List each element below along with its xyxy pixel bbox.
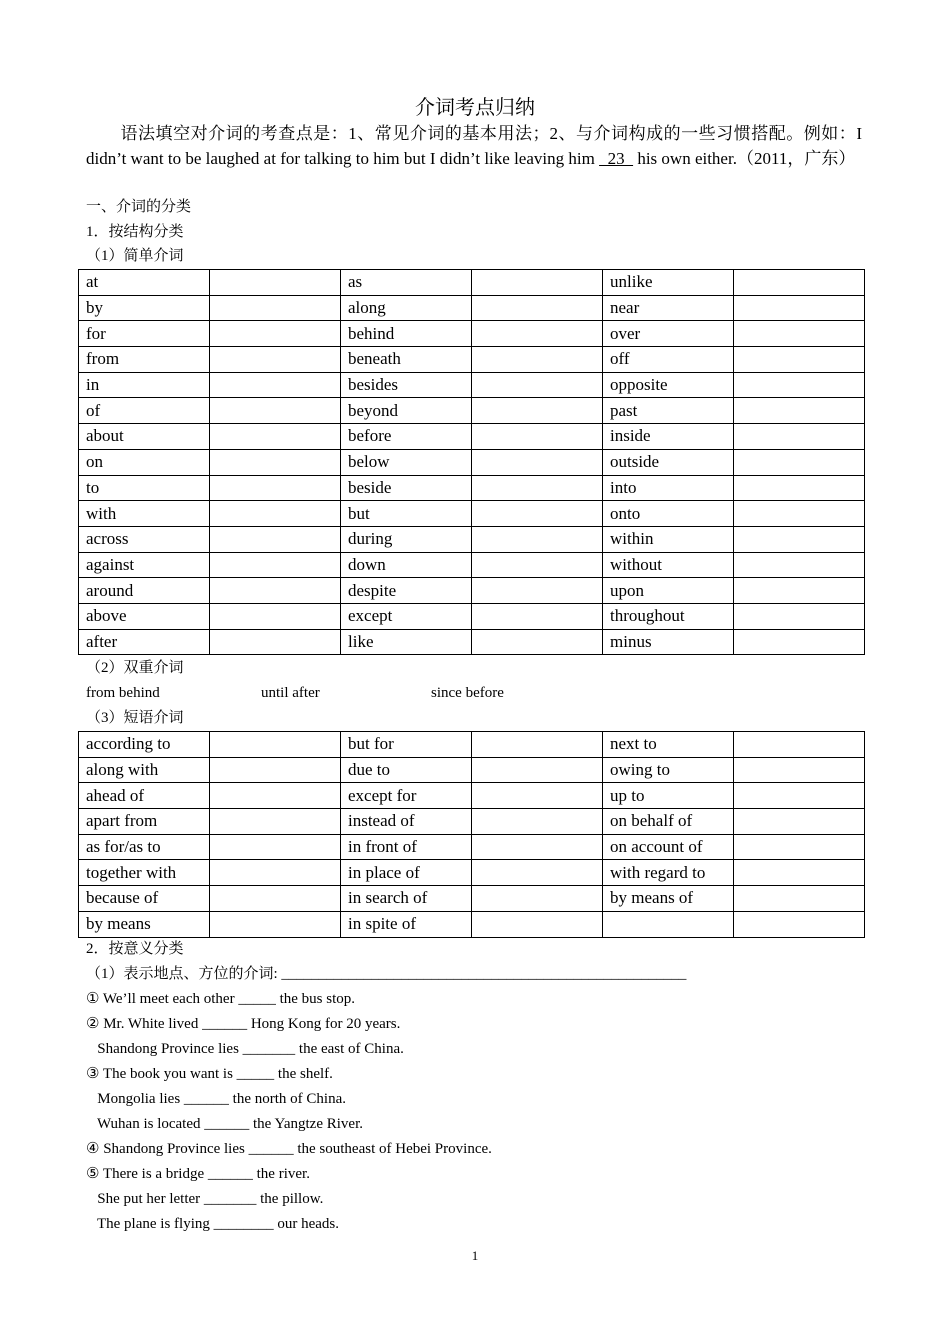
preposition-cell: from xyxy=(79,347,210,373)
notes-cell xyxy=(210,911,341,937)
preposition-cell: past xyxy=(603,398,734,424)
notes-cell xyxy=(210,732,341,758)
notes-cell xyxy=(472,475,603,501)
notes-cell xyxy=(472,886,603,912)
notes-cell xyxy=(210,834,341,860)
notes-cell xyxy=(472,834,603,860)
notes-cell xyxy=(472,578,603,604)
table-row xyxy=(79,347,865,373)
exercise-sentence: The plane is flying ________ our heads. xyxy=(86,1216,340,1232)
preposition-cell: within xyxy=(603,526,734,552)
page-title: 介词考点归纳 xyxy=(415,97,535,119)
notes-cell xyxy=(734,552,865,578)
table-row xyxy=(79,321,865,347)
preposition-cell: below xyxy=(341,449,472,475)
table-row xyxy=(79,270,865,296)
exercise-sentence: Wuhan is located ______ the Yangtze River. xyxy=(86,1116,363,1132)
notes-cell xyxy=(472,372,603,398)
preposition-cell: beside xyxy=(341,475,472,501)
notes-cell xyxy=(734,398,865,424)
notes-cell xyxy=(472,732,603,758)
table-row xyxy=(79,834,865,860)
notes-cell xyxy=(734,757,865,783)
preposition-cell: onto xyxy=(603,501,734,527)
notes-cell xyxy=(210,295,341,321)
preposition-cell: by means of xyxy=(603,886,734,912)
preposition-cell: besides xyxy=(341,372,472,398)
preposition-cell: throughout xyxy=(603,603,734,629)
exercise-sentence: ⑤ There is a bridge ______ the river. xyxy=(86,1166,310,1182)
notes-cell xyxy=(734,860,865,886)
preposition-cell: in xyxy=(79,372,210,398)
phrase-prepositions-heading: （3）短语介词 xyxy=(86,710,184,726)
preposition-cell: apart from xyxy=(79,809,210,835)
table-row xyxy=(79,757,865,783)
notes-cell xyxy=(210,449,341,475)
preposition-cell: during xyxy=(341,526,472,552)
preposition-cell: as for/as to xyxy=(79,834,210,860)
notes-cell xyxy=(734,270,865,296)
preposition-cell: according to xyxy=(79,732,210,758)
preposition-cell: over xyxy=(603,321,734,347)
notes-cell xyxy=(734,501,865,527)
notes-cell xyxy=(210,526,341,552)
table-row xyxy=(79,603,865,629)
preposition-cell: instead of xyxy=(341,809,472,835)
preposition-cell: beneath xyxy=(341,347,472,373)
notes-cell xyxy=(472,526,603,552)
simple-prepositions-table xyxy=(78,269,865,655)
phrase-prepositions-table xyxy=(78,731,865,938)
notes-cell xyxy=(472,295,603,321)
preposition-cell: for xyxy=(79,321,210,347)
notes-cell xyxy=(210,757,341,783)
preposition-cell: behind xyxy=(341,321,472,347)
notes-cell xyxy=(734,449,865,475)
notes-cell xyxy=(734,372,865,398)
notes-cell xyxy=(472,270,603,296)
notes-cell xyxy=(472,449,603,475)
preposition-cell: minus xyxy=(603,629,734,655)
notes-cell xyxy=(734,834,865,860)
table-row xyxy=(79,398,865,424)
notes-cell xyxy=(734,911,865,937)
preposition-cell: on xyxy=(79,449,210,475)
notes-cell xyxy=(210,501,341,527)
preposition-cell: off xyxy=(603,347,734,373)
preposition-cell: unlike xyxy=(603,270,734,296)
notes-cell xyxy=(210,398,341,424)
preposition-cell: on behalf of xyxy=(603,809,734,835)
preposition-cell: but xyxy=(341,501,472,527)
notes-cell xyxy=(734,475,865,501)
preposition-cell: in place of xyxy=(341,860,472,886)
double-preposition-item: until after xyxy=(261,685,320,701)
notes-cell xyxy=(210,552,341,578)
preposition-cell: beyond xyxy=(341,398,472,424)
preposition-cell: of xyxy=(79,398,210,424)
preposition-cell: but for xyxy=(341,732,472,758)
notes-cell xyxy=(734,424,865,450)
notes-cell xyxy=(210,347,341,373)
preposition-cell: into xyxy=(603,475,734,501)
preposition-cell: by xyxy=(79,295,210,321)
intro-paragraph xyxy=(86,121,862,171)
table-row xyxy=(79,552,865,578)
exercise-sentence: ② Mr. White lived ______ Hong Kong for 20 years. xyxy=(86,1016,401,1032)
preposition-cell: after xyxy=(79,629,210,655)
table-row xyxy=(79,886,865,912)
notes-cell xyxy=(472,629,603,655)
notes-cell xyxy=(210,809,341,835)
exercise-sentence: Shandong Province lies _______ the east of China. xyxy=(86,1041,404,1057)
preposition-cell: above xyxy=(79,603,210,629)
notes-cell xyxy=(210,270,341,296)
preposition-cell: in spite of xyxy=(341,911,472,937)
preposition-cell: except for xyxy=(341,783,472,809)
notes-cell xyxy=(210,783,341,809)
preposition-cell: at xyxy=(79,270,210,296)
table-row xyxy=(79,732,865,758)
preposition-cell: upon xyxy=(603,578,734,604)
preposition-cell: without xyxy=(603,552,734,578)
notes-cell xyxy=(210,424,341,450)
preposition-cell: like xyxy=(341,629,472,655)
double-preposition-item: since before xyxy=(431,685,504,701)
preposition-cell: before xyxy=(341,424,472,450)
preposition-cell: against xyxy=(79,552,210,578)
exercise-sentence: Mongolia lies ______ the north of China. xyxy=(86,1091,346,1107)
notes-cell xyxy=(472,860,603,886)
table-row xyxy=(79,783,865,809)
double-prepositions-heading: （2）双重介词 xyxy=(86,660,184,676)
table-row xyxy=(79,911,865,937)
notes-cell xyxy=(734,526,865,552)
notes-cell xyxy=(472,809,603,835)
notes-cell xyxy=(472,347,603,373)
table-row xyxy=(79,860,865,886)
notes-cell xyxy=(734,629,865,655)
preposition-cell: due to xyxy=(341,757,472,783)
preposition-cell: next to xyxy=(603,732,734,758)
page-number: 1 xyxy=(471,1248,479,1263)
exercise-sentence: ① We’ll meet each other _____ the bus stop. xyxy=(86,991,355,1007)
notes-cell xyxy=(734,783,865,809)
notes-cell xyxy=(472,398,603,424)
exercise-sentence: She put her letter _______ the pillow. xyxy=(86,1191,324,1207)
preposition-cell: with xyxy=(79,501,210,527)
preposition-cell: on account of xyxy=(603,834,734,860)
preposition-cell: opposite xyxy=(603,372,734,398)
table-row xyxy=(79,501,865,527)
notes-cell xyxy=(472,321,603,347)
preposition-cell: inside xyxy=(603,424,734,450)
notes-cell xyxy=(472,783,603,809)
preposition-cell: in front of xyxy=(341,834,472,860)
exercise-sentence: ④ Shandong Province lies ______ the southeast of Hebei Province. xyxy=(86,1141,492,1157)
preposition-cell: in search of xyxy=(341,886,472,912)
preposition-cell: about xyxy=(79,424,210,450)
table-row xyxy=(79,295,865,321)
notes-cell xyxy=(734,321,865,347)
notes-cell xyxy=(210,629,341,655)
simple-prepositions-heading: （1）简单介词 xyxy=(86,248,184,264)
notes-cell xyxy=(734,347,865,373)
preposition-cell: because of xyxy=(79,886,210,912)
notes-cell xyxy=(734,295,865,321)
preposition-cell: together with xyxy=(79,860,210,886)
preposition-cell: across xyxy=(79,526,210,552)
intro-blank: 23 xyxy=(599,149,634,168)
notes-cell xyxy=(210,860,341,886)
notes-cell xyxy=(472,552,603,578)
intro-lead: 语法填空对介词的考查点是：1、常见介词的基本用法；2、与介词构成的一些习惯搭配。例如：I didn’t want to be laughed at for talking to him but I didn’t like leaving him xyxy=(86,124,862,168)
table-row xyxy=(79,424,865,450)
preposition-cell: outside xyxy=(603,449,734,475)
preposition-cell xyxy=(603,911,734,937)
notes-cell xyxy=(734,809,865,835)
preposition-cell: up to xyxy=(603,783,734,809)
notes-cell xyxy=(472,424,603,450)
notes-cell xyxy=(472,603,603,629)
preposition-cell: to xyxy=(79,475,210,501)
preposition-cell: ahead of xyxy=(79,783,210,809)
notes-cell xyxy=(734,603,865,629)
double-preposition-item: from behind xyxy=(86,685,160,701)
preposition-cell: despite xyxy=(341,578,472,604)
section-heading: 一、介词的分类 xyxy=(86,199,192,215)
preposition-cell: along with xyxy=(79,757,210,783)
table-row xyxy=(79,372,865,398)
exercise-sentence: ③ The book you want is _____ the shelf. xyxy=(86,1066,333,1082)
notes-cell xyxy=(472,501,603,527)
section2-heading: 2．按意义分类 xyxy=(86,941,184,957)
notes-cell xyxy=(210,475,341,501)
table-row xyxy=(79,475,865,501)
preposition-cell: around xyxy=(79,578,210,604)
table-row xyxy=(79,629,865,655)
notes-cell xyxy=(472,911,603,937)
preposition-cell: along xyxy=(341,295,472,321)
notes-cell xyxy=(210,321,341,347)
notes-cell xyxy=(734,578,865,604)
notes-cell xyxy=(472,757,603,783)
table-row xyxy=(79,809,865,835)
table-row xyxy=(79,578,865,604)
notes-cell xyxy=(734,886,865,912)
place-prepositions-heading: （1）表示地点、方位的介词: ______________________________________________________ xyxy=(86,966,687,982)
notes-cell xyxy=(210,603,341,629)
intro-tail: his own either.（2011，广东） xyxy=(633,149,856,168)
notes-cell xyxy=(210,886,341,912)
notes-cell xyxy=(210,578,341,604)
notes-cell xyxy=(210,372,341,398)
notes-cell xyxy=(734,732,865,758)
subsection-heading: 1．按结构分类 xyxy=(86,224,184,240)
preposition-cell: down xyxy=(341,552,472,578)
preposition-cell: except xyxy=(341,603,472,629)
table-row xyxy=(79,449,865,475)
preposition-cell: near xyxy=(603,295,734,321)
preposition-cell: with regard to xyxy=(603,860,734,886)
preposition-cell: owing to xyxy=(603,757,734,783)
table-row xyxy=(79,526,865,552)
preposition-cell: by means xyxy=(79,911,210,937)
preposition-cell: as xyxy=(341,270,472,296)
